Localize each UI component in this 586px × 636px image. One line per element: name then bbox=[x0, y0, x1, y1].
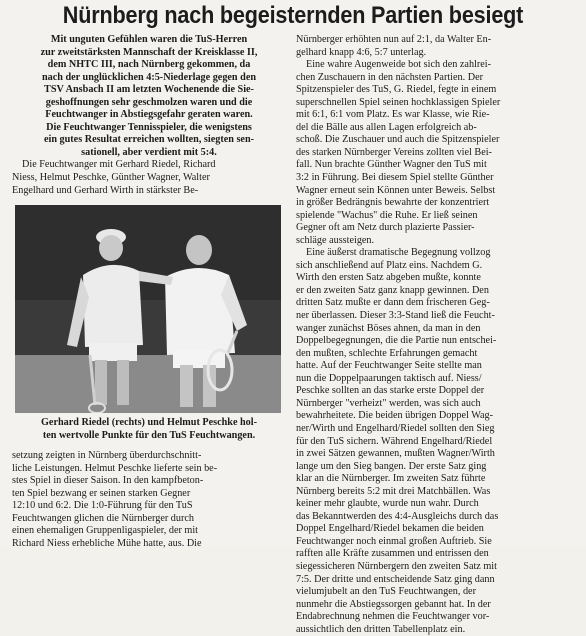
body-line: des starken Nürnberger Vereins zollten viel Bei- bbox=[296, 146, 492, 158]
body-line: stes Spiel in dieser Saison. In den kampfbeton- bbox=[12, 475, 204, 487]
body-line: Niess, Helmut Peschke, Günther Wagner, Walter bbox=[12, 172, 210, 184]
body-line: ner überlassen. Dieser 3:3-Stand ließ die Feucht- bbox=[296, 310, 495, 322]
body-line: das Bekanntwerden des 4:4-Ausgleichs durch das bbox=[296, 510, 499, 522]
body-line: Eine wahre Augenweide bot sich den zahlrei- bbox=[306, 59, 492, 71]
body-line: schläge aussteigen. bbox=[296, 234, 375, 246]
lead-line: ein gutes Resultat erreichen wollten, siegten sen- bbox=[43, 134, 255, 146]
body-line: setzung zeigten in Nürnberg überdurchschnitt- bbox=[12, 450, 202, 461]
body-line: sich anschließend auf Platz eins. Nachdem G. bbox=[296, 259, 483, 271]
body-line: Die Feuchtwanger mit Gerhard Riedel, Richard bbox=[22, 159, 216, 171]
body-line: del die Bälle aus allen Lagen erfolgreich ab- bbox=[296, 121, 477, 133]
body-line: für den TuS sichern. Während Engelhard/Riedel bbox=[296, 435, 493, 447]
body-line: in größer Bedrängnis bewahrte der konzentriert bbox=[296, 197, 490, 209]
body-line: chen Zuschauern in den nächsten Partien. Der bbox=[296, 71, 483, 83]
body-line: Endabrechnung nehmen die Feuchtwanger vor- bbox=[296, 611, 490, 623]
left-column bbox=[12, 34, 286, 442]
body-line: Doppelbegegnungen, die die Partie nun entschei- bbox=[296, 335, 497, 347]
body-line: Wirth den ersten Satz abgeben mußte, konnte bbox=[296, 272, 481, 284]
body-line: fall. Nun brachte Günther Wagner den TuS mit bbox=[296, 159, 487, 171]
body-line: dritten Satz mußte er dann dem frischeren Geg- bbox=[296, 297, 490, 309]
lead-line: Die Feuchtwanger Tennisspieler, die wenigstens bbox=[46, 121, 252, 133]
left-column-continued bbox=[12, 450, 286, 550]
body-line: spielende "Wachus" die Ruhe. Er ließ seinen bbox=[296, 209, 478, 221]
body-line: vielumjubelt an den TuS Feuchtwangen, der bbox=[296, 586, 476, 598]
body-line: liche Leistungen. Helmut Peschke lieferte sein be- bbox=[12, 462, 218, 474]
body-line: Peschke sollten an das starke erste Doppel der bbox=[296, 385, 485, 397]
intro-paragraph bbox=[12, 159, 286, 197]
lead-line: Mit unguten Gefühlen waren die TuS-Herren bbox=[50, 34, 248, 45]
body-line: aussichtlich den dritten Tabellenplatz ein. bbox=[296, 623, 466, 635]
body-line: ner/Wirth und Engelhard/Riedel sollten den Sieg bbox=[296, 422, 495, 434]
lead-line: TSV Ansbach II am letzten Wochenende die Sie- bbox=[44, 84, 254, 96]
body-line: schoß. Die Zuschauer und auch die Spitzenspieler bbox=[296, 134, 500, 146]
lead-line: sationell, aber verdient mit 5:4. bbox=[81, 146, 217, 158]
body-line: 7:5. Der dritte und entscheidende Satz ging dann bbox=[296, 573, 495, 585]
body-line: hatte. Auf der Feuchtwanger Seite stellte man bbox=[296, 360, 482, 372]
body-line: Wagner erneut sein Können unter Beweis. Selbst bbox=[296, 184, 496, 196]
body-line: Doppel Engelhard/Riedel bekamen die beiden bbox=[296, 523, 484, 535]
body-line: Eine äußerst dramatische Begegnung vollzog bbox=[306, 247, 491, 259]
body-line: den mußten, schlechte Erfahrungen gemacht bbox=[296, 347, 478, 359]
body-line: keiner mehr glaubte, wurde nun wahr. Durch bbox=[296, 498, 479, 510]
body-line: einen ehemaligen Gruppenligaspieler, der mit bbox=[12, 525, 199, 537]
photo-illustration bbox=[15, 205, 281, 413]
body-line: rafften alle Kräfte zusammen und entrissen den bbox=[296, 548, 489, 560]
body-line: nunmehr die Abstiegssorgen gebannt hat. In der bbox=[296, 598, 491, 610]
caption-line: Gerhard Riedel (rechts) und Helmut Peschke hol- bbox=[41, 417, 257, 429]
body-line: bewahrheitete. Die beiden übrigen Doppel Wag- bbox=[296, 410, 494, 422]
body-line: gelhard knapp 4:6, 5:7 unterlag. bbox=[296, 46, 427, 58]
lead-line: zur zweitstärksten Mannschaft der Kreisklasse II, bbox=[40, 46, 258, 58]
body-line: Nürnberger erhöhten nun auf 2:1, da Walter En- bbox=[296, 34, 492, 45]
caption-line: ten wertvolle Punkte für den TuS Feuchtwangen. bbox=[42, 429, 256, 441]
body-line: lange um den Sieg bangen. Der erste Satz ging bbox=[296, 460, 487, 472]
body-line: Richard Niess erhebliche Mühe hatte, aus. Die bbox=[12, 537, 202, 549]
body-line: Gegner oft am Netz durch plazierte Passier- bbox=[296, 222, 475, 234]
body-line: wanger zunächst Böses ahnen, da man in den bbox=[296, 322, 481, 334]
body-line: ten Spiel bezwang er seinen starken Gegner bbox=[12, 487, 191, 499]
lead-line: Feuchtwanger in Abstiegsgefahr geraten waren. bbox=[45, 109, 253, 121]
body-line: in zwei Sätzen gewannen, mußten Wagner/Wirth bbox=[296, 448, 495, 460]
body-line: Spitzenspieler des TuS, G. Riedel, fegte in einem bbox=[296, 84, 497, 96]
body-line: Engelhard und Gerhard Wirth in stärkster Be- bbox=[12, 184, 199, 196]
photo-caption bbox=[12, 417, 286, 442]
lead-line: nach der unglücklichen 4:5-Niederlage gegen den bbox=[41, 71, 257, 83]
body-line: Nürnberg bereits 5:2 mit drei Matchbällen. Was bbox=[296, 485, 491, 497]
body-line: er den zweiten Satz ganz knapp gewinnen. Den bbox=[296, 284, 489, 296]
body-line: mit 6:1, 6:1 vom Platz. Es war Klasse, wie Rie- bbox=[296, 109, 490, 121]
headline: Nürnberg nach begeisternden Partien besiegt bbox=[62, 2, 524, 29]
tennis-players-photo bbox=[15, 205, 281, 413]
lead-line: dem NHTC III, nach Nürnberg gekommen, da bbox=[47, 59, 251, 71]
lead-line: geshoffnungen sehr geschmolzen waren und die bbox=[45, 96, 253, 108]
body-line: klar an die Nürnberger. Im zweiten Satz führte bbox=[296, 473, 486, 485]
body-line: Feuchtwanger noch einmal großen Auftrieb. Sie bbox=[296, 535, 492, 547]
body-line: 3:2 in Führung. Bei diesem Spiel stellte Günther bbox=[296, 172, 494, 184]
body-line: siegessicheren Nürnbergern den zweiten Satz mit bbox=[296, 560, 497, 572]
body-line: nun die Doppelpaarungen taktisch auf. Niess/ bbox=[296, 372, 482, 384]
body-line: 12:10 und 6:2. Die 1:0-Führung für den TuS bbox=[12, 500, 193, 512]
lead-paragraph bbox=[12, 34, 286, 159]
body-line: superschnellen Spiel seinen hochklassigen Spieler bbox=[296, 96, 501, 108]
body-line: Nürnberger "verheizt" werden, was sich auch bbox=[296, 397, 481, 409]
body-line: Feuchtwangen glichen die Nürnberger durch bbox=[12, 512, 194, 524]
